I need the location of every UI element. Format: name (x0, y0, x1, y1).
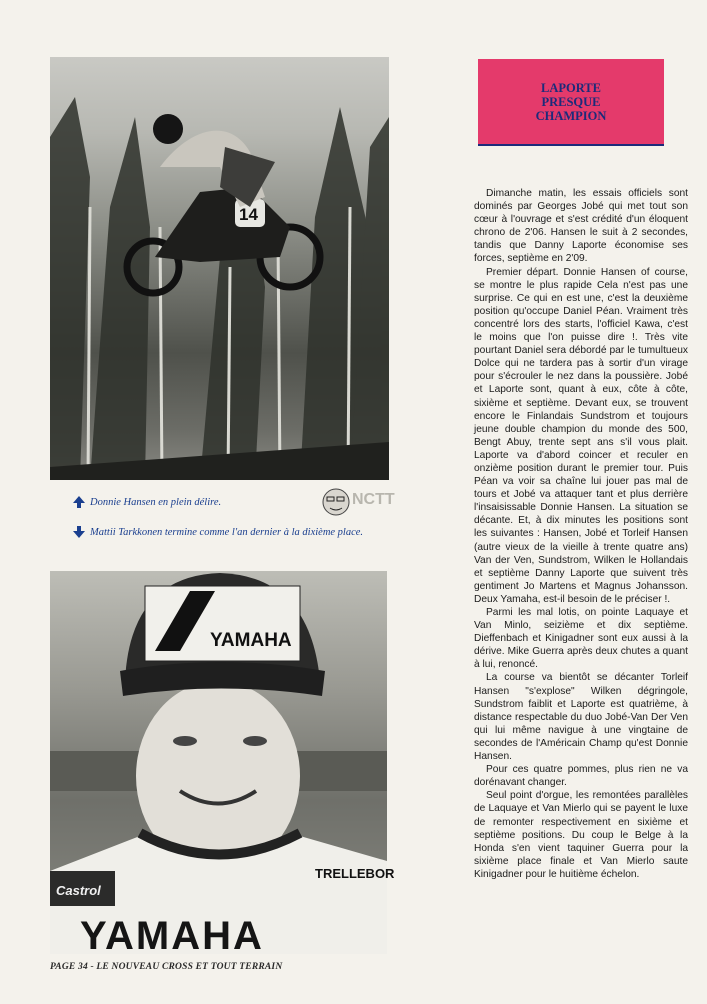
cap-text: YAMAHA (210, 630, 292, 651)
photo-rider-jump-illustration (50, 57, 389, 480)
photo-rider-portrait (50, 571, 395, 958)
bike-number: 14 (239, 205, 258, 224)
article-paragraph: La course va bientôt se décanter Torleif Hansen "s'explose" Wilken dégringole, Sundstrom faiblit et Laporte est quatrième, à distance respectable du duo Jobé-Van Der Ven qui lui même navigue à une vingtaine de secondes de l'Américain Champ qu'est Donnie Hansen. (474, 672, 688, 763)
arrow-up-icon (72, 495, 86, 509)
photo-rider-portrait-illustration (50, 571, 395, 958)
article-paragraph: Pour ces quatre pommes, plus rien ne va dorénavant changer. (474, 764, 688, 789)
photo-captions (72, 495, 392, 555)
article-paragraph: Parmi les mal lotis, on pointe Laquaye et Van Minlo, seizième et dix septième. Dieffenbach et Kinigadner sont eux aussi à la dérive. Mike Guerra après deux chutes a quant à lui, renoncé. (474, 607, 688, 671)
page-footer: PAGE 34 - LE NOUVEAU CROSS ET TOUT TERRAIN (50, 962, 283, 972)
caption-top (72, 495, 392, 509)
logo-text: NCTT (352, 491, 395, 508)
caption-text: Donnie Hansen en plein délire. (90, 496, 222, 508)
article-paragraph: Dimanche matin, les essais officiels sont dominés par Georges Jobé qui met tout son cœur à l'ouvrage et s'est crédité d'un éloquent chrono de 2'06. Hansen le suit à 2 secondes, tandis que Danny Laporte économise ses forces, septième en 2'09. (474, 188, 688, 265)
article-paragraph: Seul point d'orgue, les remontées parallèles de Laquaye et Van Mierlo qui se payent le luxe de remonter respectivement en sixième et septième positions. Du coup le Belge à la Honda s'en vient taquiner Guerra pour la sixième place finale et Van Mierlo saute Kinigadner pour le huitième échelon. (474, 790, 688, 880)
jersey-sponsor-left: Castrol (56, 883, 101, 898)
caption-bottom (72, 525, 392, 539)
article-body (474, 187, 688, 881)
jersey-text: YAMAHA (80, 914, 264, 958)
photo-rider-jump (50, 57, 389, 480)
caption-text: Mattii Tarkkonen termine comme l'an dernier à la dixième place. (90, 526, 364, 538)
article-title-box (478, 59, 664, 146)
article-title: LAPORTE PRESQUE CHAMPION (535, 80, 607, 123)
arrow-down-icon (72, 525, 86, 539)
article-paragraph: Premier départ. Donnie Hansen of course, se montre le plus rapide Cela n'est pas une surprise. Ce qui en est une, c'est la deuxième position qu'occupe Daniel Péan. Vraiment très concentré lors des starts, l'officiel Kawa, c'est le moins que l'on puisse dire !. Très vite pourtant Daniel sera débordé par le tumultueux Dolce qui ne tardera pas à sortir d'un virage pour s'écrouler le nez dans la poussière. Jobé et Laporte sont, quant à eux, côte à côte, sixième et septième. Devant eux, se trouvent encore le Finlandais Sundstrom et toujours jeune double champion du monde des 500, Bengt Abuy, trente sept ans s'il vous plait. Laporte va d'abord coincer et reculer en onzième position durant le premier tour. Puis Péan va voir sa chaîne lui jouer pas mal de tours et Jobé va attaquer tant et plus derrière l'insaisissable Donnie Hansen. La situation se décante. Et, à dix minutes les positions sont les suivantes : Hansen, Jobé et Torleif Hansen (autre vieux de la vieille à trente quatre ans) Van der Ven, Sundstrom, Wilken le Hollandais et septième Danny Laporte que suivent très gentiment Jo Martens et Magnus Johansson. Deux Yamaha, est-il besoin de le préciser !. (474, 266, 688, 605)
jersey-sponsor-right: TRELLEBOR (315, 866, 395, 881)
